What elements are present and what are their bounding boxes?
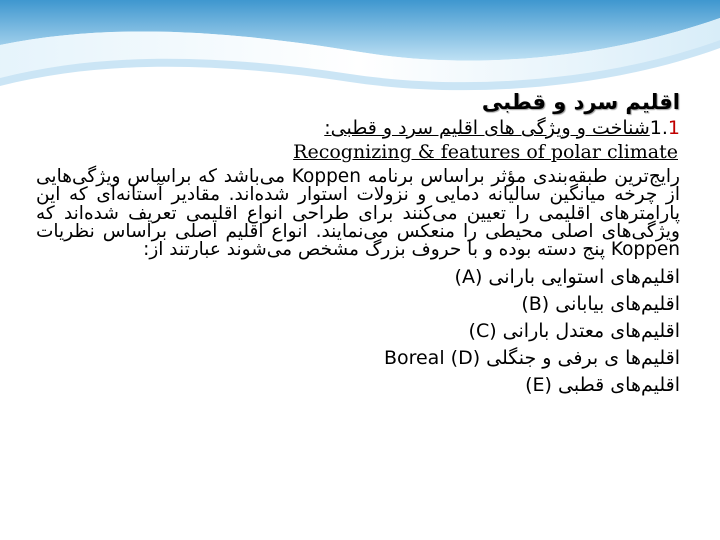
list-item: اقلیم‌های قطبی (E) (525, 374, 680, 397)
section-heading-text: شناخت و ویژگی های اقلیم سرد و قطبی: (324, 117, 650, 139)
section-number-accent: 1 (667, 117, 680, 139)
slide-title: اقلیم سرد و قطبی (481, 90, 680, 114)
list-item: اقلیم‌ها ی برفی و جنگلی (D) Boreal (383, 347, 680, 370)
section-number-prefix: 1. (649, 117, 668, 139)
slide-content (30, 88, 680, 415)
koppen-paragraph: رایج‌ترین طبقه‌بندی مؤثر براساس برنامه Koppen می‌باشد که براساس ویژگی‌هایی از چرخه میانگین سالیانه دمایی و نزولات استوار شده‌اند. مقادیر آستانه‌ای که این پارامترهای اقلیمی را تعیین می‌کنند برای طراحی انواع اقلیمی تعریف شده‌اند که ویژگی‌های اصلی محیطی را منعکس می‌نمایند. انواع اقلیم اصلی براساس نظریات Koppen پنج دسته بوده و با حروف بزرگ مشخص می‌شوند عبارتند از: (36, 166, 680, 261)
list-item: اقلیم‌های استوایی بارانی (A) (454, 266, 680, 289)
section-heading (30, 116, 680, 140)
list-item: اقلیم‌های بیابانی (B) (521, 293, 680, 316)
english-heading: Recognizing & features of polar climate (293, 141, 678, 163)
climate-types-list (30, 264, 680, 399)
list-item: اقلیم‌های معتدل بارانی (C) (468, 320, 680, 343)
